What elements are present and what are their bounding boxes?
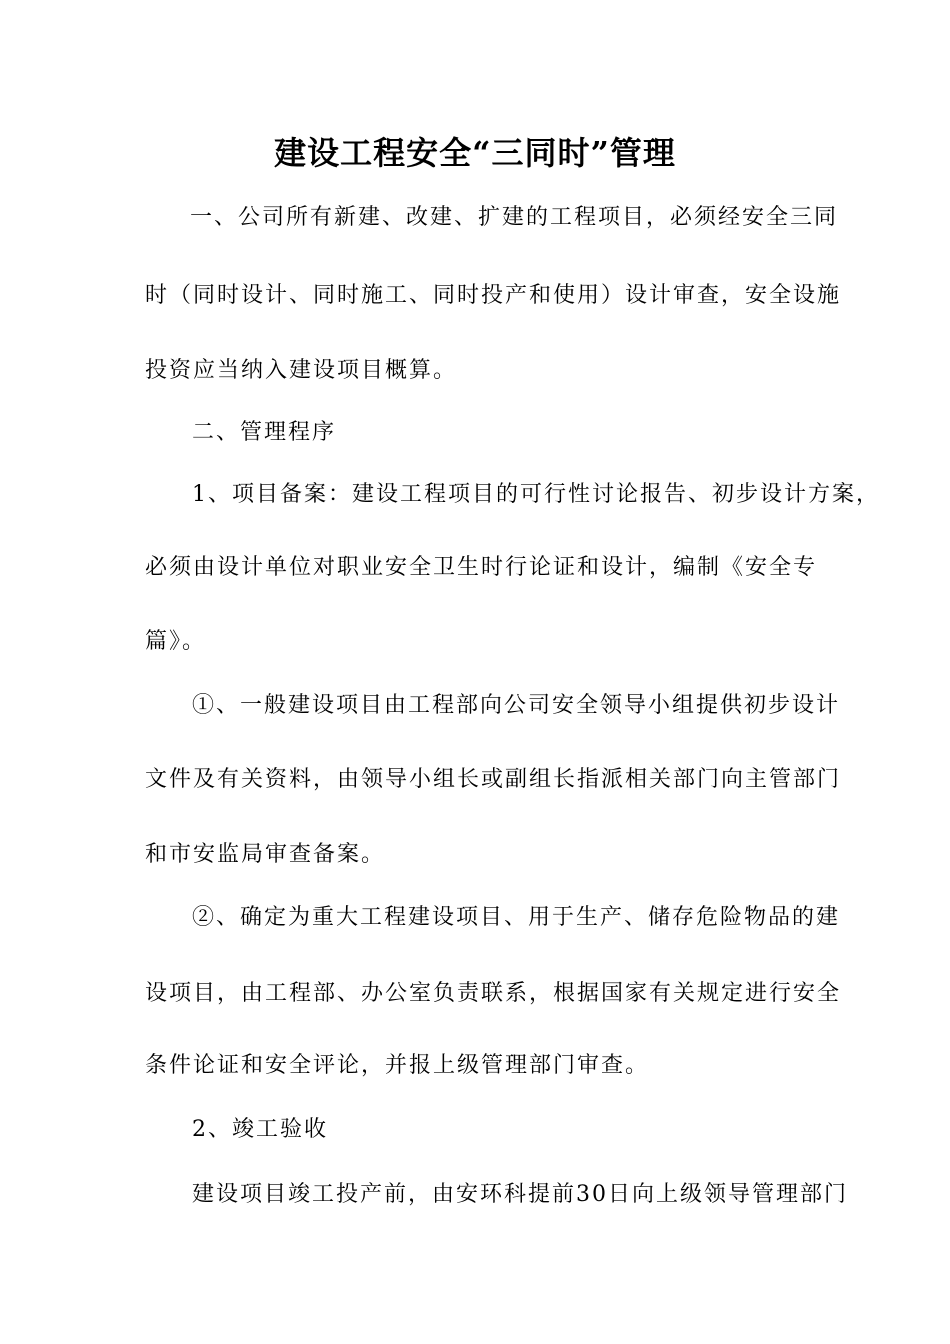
section-heading-3: 2、竣工验收 (192, 1117, 328, 1142)
paragraph-line-2: 时（同时设计、同时施工、同时投产和使用）设计审查，安全设施 (145, 283, 842, 308)
paragraph-line-7: ①、一般建设项目由工程部向公司安全领导小组提供初步设计 (192, 693, 841, 718)
paragraph-line-8: 文件及有关资料，由领导小组长或副组长指派相关部门向主管部门 (145, 767, 842, 792)
paragraph-line-4: 1、项目备案：建设工程项目的可行性讨论报告、初步设计方案， (192, 482, 880, 507)
paragraph-line-13: 建设项目竣工投产前，由安环科提前30日向上级领导管理部门 (192, 1182, 848, 1207)
paragraph-line-1: 一、公司所有新建、改建、扩建的工程项目，必须经安全三同 (190, 205, 839, 230)
paragraph-line-3: 投资应当纳入建设项目概算。 (145, 358, 458, 383)
paragraph-line-5: 必须由设计单位对职业安全卫生时行论证和设计，编制《安全专 (145, 555, 818, 580)
paragraph-line-6: 篇》。 (145, 629, 207, 654)
section-heading-2: 二、管理程序 (192, 420, 337, 445)
paragraph-line-9: 和市安监局审查备案。 (145, 842, 386, 867)
paragraph-line-12: 条件论证和安全评论，并报上级管理部门审查。 (145, 1053, 650, 1078)
paragraph-line-10: ②、确定为重大工程建设项目、用于生产、储存危险物品的建 (192, 905, 841, 930)
paragraph-line-11: 设项目，由工程部、办公室负责联系，根据国家有关规定进行安全 (145, 981, 842, 1006)
document-title: 建设工程安全“三同时”管理 (274, 134, 676, 172)
